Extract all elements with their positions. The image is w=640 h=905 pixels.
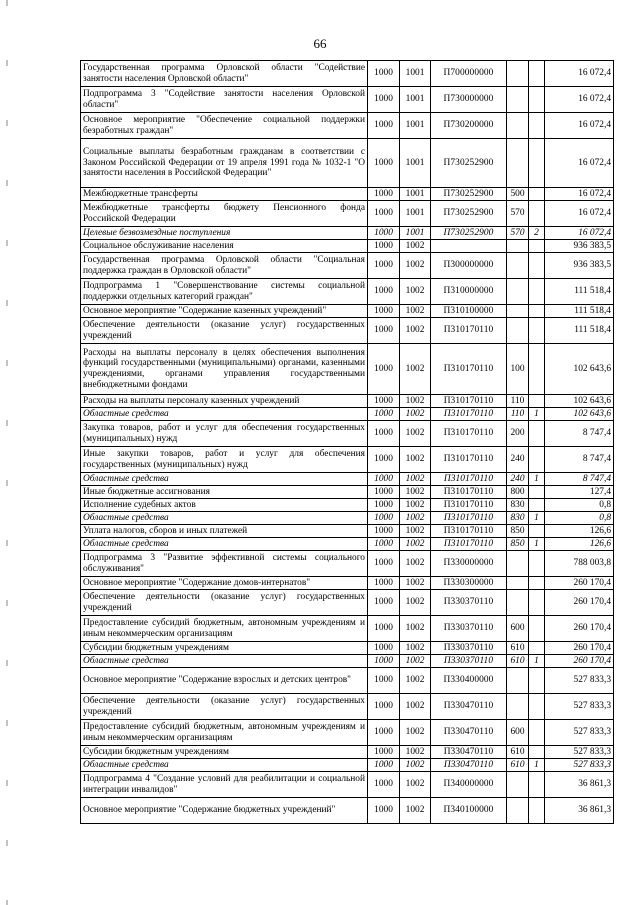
section-code: 1002 [400, 344, 431, 395]
item-name: Субсидии бюджетным учреждениям [81, 642, 368, 655]
expense-type-code [507, 798, 529, 824]
table-row [81, 798, 614, 824]
item-name: Основное мероприятие "Содержание домов-интернатов" [81, 577, 368, 590]
expense-type-code: 800 [507, 486, 529, 499]
source-code [529, 113, 545, 139]
ved-code: 1000 [368, 694, 400, 720]
table-row [81, 318, 614, 344]
budget-table-body [81, 61, 614, 824]
expense-type-code: 610 [507, 746, 529, 759]
amount: 260 170,4 [545, 590, 614, 616]
target-article-code: П310170110 [431, 538, 507, 551]
expense-type-code: 830 [507, 499, 529, 512]
item-name: Расходы на выплаты персоналу казенных учреждений [81, 395, 368, 408]
expense-type-code [507, 551, 529, 577]
ved-code: 1000 [368, 642, 400, 655]
item-name: Областные средства [81, 473, 368, 486]
expense-type-code: 600 [507, 720, 529, 746]
table-row [81, 694, 614, 720]
amount: 102 643,6 [545, 408, 614, 421]
table-row [81, 499, 614, 512]
scan-edge-mark [6, 0, 8, 905]
item-name: Социальные выплаты безработным гражданам в соответствии с Законом Российской Федерации от 19 апреля 1991 года № 1032-1 "О занятости населения в Российской Федерации" [81, 139, 368, 188]
section-code: 1002 [400, 642, 431, 655]
source-code [529, 642, 545, 655]
expense-type-code [507, 240, 529, 253]
target-article-code: П310170110 [431, 499, 507, 512]
target-article-code: П330300000 [431, 577, 507, 590]
item-name: Исполнение судебных актов [81, 499, 368, 512]
table-row [81, 344, 614, 395]
target-article-code: П730252900 [431, 188, 507, 201]
section-code: 1002 [400, 486, 431, 499]
item-name: Обеспечение деятельности (оказание услуг) государственных учреждений [81, 694, 368, 720]
section-code: 1002 [400, 668, 431, 694]
table-row [81, 305, 614, 318]
source-code [529, 240, 545, 253]
amount: 126,6 [545, 525, 614, 538]
table-row [81, 240, 614, 253]
target-article-code: П310170110 [431, 344, 507, 395]
section-code: 1001 [400, 113, 431, 139]
source-code [529, 344, 545, 395]
amount: 36 861,3 [545, 772, 614, 798]
amount: 127,4 [545, 486, 614, 499]
table-row [81, 746, 614, 759]
section-code: 1002 [400, 305, 431, 318]
source-code [529, 447, 545, 473]
section-code: 1002 [400, 525, 431, 538]
expense-type-code [507, 279, 529, 305]
expense-type-code [507, 577, 529, 590]
ved-code: 1000 [368, 577, 400, 590]
table-row [81, 395, 614, 408]
source-code [529, 395, 545, 408]
target-article-code: П340100000 [431, 798, 507, 824]
target-article-code: П730252900 [431, 139, 507, 188]
target-article-code: П730000000 [431, 87, 507, 113]
amount: 527 833,3 [545, 668, 614, 694]
table-row [81, 590, 614, 616]
section-code: 1002 [400, 759, 431, 772]
section-code: 1002 [400, 720, 431, 746]
source-code [529, 499, 545, 512]
expense-type-code: 240 [507, 473, 529, 486]
ved-code: 1000 [368, 655, 400, 668]
ved-code: 1000 [368, 139, 400, 188]
item-name: Межбюджетные трансферты [81, 188, 368, 201]
section-code: 1002 [400, 512, 431, 525]
table-row [81, 538, 614, 551]
table-row [81, 188, 614, 201]
expense-type-code: 850 [507, 525, 529, 538]
expense-type-code [507, 668, 529, 694]
ved-code: 1000 [368, 395, 400, 408]
section-code: 1002 [400, 655, 431, 668]
expense-type-code [507, 253, 529, 279]
section-code: 1002 [400, 240, 431, 253]
target-article-code: П310170110 [431, 512, 507, 525]
amount: 527 833,3 [545, 759, 614, 772]
target-article-code: П310170110 [431, 473, 507, 486]
ved-code: 1000 [368, 61, 400, 87]
section-code: 1002 [400, 772, 431, 798]
target-article-code: П330370110 [431, 616, 507, 642]
ved-code: 1000 [368, 240, 400, 253]
ved-code: 1000 [368, 746, 400, 759]
amount: 102 643,6 [545, 344, 614, 395]
table-row [81, 642, 614, 655]
target-article-code: П730252900 [431, 201, 507, 227]
target-article-code: П330370110 [431, 642, 507, 655]
target-article-code: П310170110 [431, 318, 507, 344]
ved-code: 1000 [368, 408, 400, 421]
expense-type-code: 610 [507, 759, 529, 772]
expense-type-code: 850 [507, 538, 529, 551]
ved-code: 1000 [368, 421, 400, 447]
amount: 260 170,4 [545, 616, 614, 642]
item-name: Обеспечение деятельности (оказание услуг) государственных учреждений [81, 590, 368, 616]
ved-code: 1000 [368, 486, 400, 499]
table-row [81, 61, 614, 87]
section-code: 1002 [400, 538, 431, 551]
source-code [529, 551, 545, 577]
ved-code: 1000 [368, 87, 400, 113]
table-row [81, 421, 614, 447]
item-name: Подпрограмма 1 "Совершенствование системы социальной поддержки отдельных категорий граждан" [81, 279, 368, 305]
target-article-code: П330470110 [431, 694, 507, 720]
item-name: Расходы на выплаты персоналу в целях обеспечения выполнения функций государственными (муниципальными) органами, казенными учреждениями, органами управления государственными внебюджетными фондами [81, 344, 368, 395]
expense-type-code [507, 305, 529, 318]
table-row [81, 525, 614, 538]
source-code [529, 720, 545, 746]
item-name: Основное мероприятие "Содержание бюджетных учреждений" [81, 798, 368, 824]
source-code: 1 [529, 408, 545, 421]
ved-code: 1000 [368, 616, 400, 642]
target-article-code: П330370110 [431, 590, 507, 616]
target-article-code: П330400000 [431, 668, 507, 694]
amount: 260 170,4 [545, 655, 614, 668]
table-row [81, 551, 614, 577]
expense-type-code: 200 [507, 421, 529, 447]
ved-code: 1000 [368, 344, 400, 395]
item-name: Областные средства [81, 655, 368, 668]
source-code [529, 525, 545, 538]
section-code: 1002 [400, 798, 431, 824]
item-name: Областные средства [81, 538, 368, 551]
source-code [529, 201, 545, 227]
amount: 936 383,5 [545, 253, 614, 279]
ved-code: 1000 [368, 113, 400, 139]
section-code: 1002 [400, 499, 431, 512]
target-article-code: П310170110 [431, 395, 507, 408]
target-article-code: П310100000 [431, 305, 507, 318]
section-code: 1002 [400, 447, 431, 473]
expense-type-code: 100 [507, 344, 529, 395]
source-code [529, 253, 545, 279]
ved-code: 1000 [368, 318, 400, 344]
target-article-code [431, 240, 507, 253]
ved-code: 1000 [368, 447, 400, 473]
section-code: 1002 [400, 551, 431, 577]
ved-code: 1000 [368, 551, 400, 577]
expense-type-code: 570 [507, 201, 529, 227]
ved-code: 1000 [368, 188, 400, 201]
ved-code: 1000 [368, 279, 400, 305]
item-name: Иные бюджетные ассигнования [81, 486, 368, 499]
table-row [81, 720, 614, 746]
amount: 111 518,4 [545, 305, 614, 318]
table-row [81, 616, 614, 642]
section-code: 1002 [400, 694, 431, 720]
section-code: 1001 [400, 188, 431, 201]
item-name: Подпрограмма 3 "Содействие занятости населения Орловской области" [81, 87, 368, 113]
item-name: Предоставление субсидий бюджетным, автономным учреждениям и иным некоммерческим организациям [81, 720, 368, 746]
item-name: Основное мероприятие "Обеспечение социальной поддержки безработных граждан" [81, 113, 368, 139]
expense-type-code: 500 [507, 188, 529, 201]
table-row [81, 447, 614, 473]
source-code [529, 772, 545, 798]
ved-code: 1000 [368, 525, 400, 538]
ved-code: 1000 [368, 772, 400, 798]
table-row [81, 227, 614, 240]
item-name: Государственная программа Орловской области "Социальная поддержка граждан в Орловской области" [81, 253, 368, 279]
source-code [529, 746, 545, 759]
table-row [81, 408, 614, 421]
source-code [529, 305, 545, 318]
target-article-code: П730200000 [431, 113, 507, 139]
item-name: Основное мероприятие "Содержание казенных учреждений" [81, 305, 368, 318]
table-row [81, 772, 614, 798]
expense-type-code [507, 694, 529, 720]
source-code [529, 694, 545, 720]
amount: 16 072,4 [545, 227, 614, 240]
item-name: Областные средства [81, 759, 368, 772]
table-row [81, 253, 614, 279]
item-name: Субсидии бюджетным учреждениям [81, 746, 368, 759]
expense-type-code: 110 [507, 395, 529, 408]
section-code: 1001 [400, 201, 431, 227]
expense-type-code [507, 113, 529, 139]
section-code: 1002 [400, 408, 431, 421]
table-row [81, 577, 614, 590]
item-name: Подпрограмма 4 "Создание условий для реабилитации и социальной интеграции инвалидов" [81, 772, 368, 798]
table-row [81, 87, 614, 113]
item-name: Иные закупки товаров, работ и услуг для обеспечения государственных (муниципальных) нужд [81, 447, 368, 473]
section-code: 1002 [400, 590, 431, 616]
amount: 111 518,4 [545, 279, 614, 305]
ved-code: 1000 [368, 798, 400, 824]
amount: 0,8 [545, 499, 614, 512]
target-article-code: П310170110 [431, 525, 507, 538]
amount: 16 072,4 [545, 87, 614, 113]
source-code [529, 61, 545, 87]
source-code [529, 421, 545, 447]
item-name: Межбюджетные трансферты бюджету Пенсионного фонда Российской Федерации [81, 201, 368, 227]
expense-type-code [507, 139, 529, 188]
amount: 260 170,4 [545, 577, 614, 590]
ved-code: 1000 [368, 590, 400, 616]
item-name: Обеспечение деятельности (оказание услуг) государственных учреждений [81, 318, 368, 344]
item-name: Уплата налогов, сборов и иных платежей [81, 525, 368, 538]
expense-type-code: 570 [507, 227, 529, 240]
target-article-code: П730252900 [431, 227, 507, 240]
section-code: 1001 [400, 227, 431, 240]
source-code: 1 [529, 655, 545, 668]
target-article-code: П330470110 [431, 746, 507, 759]
amount: 16 072,4 [545, 61, 614, 87]
ved-code: 1000 [368, 227, 400, 240]
source-code: 1 [529, 538, 545, 551]
expense-type-code [507, 87, 529, 113]
item-name: Предоставление субсидий бюджетным, автономным учреждениям и иным некоммерческим организациям [81, 616, 368, 642]
item-name: Закупка товаров, работ и услуг для обеспечения государственных (муниципальных) нужд [81, 421, 368, 447]
target-article-code: П330470110 [431, 720, 507, 746]
table-row [81, 486, 614, 499]
target-article-code: П330470110 [431, 759, 507, 772]
source-code [529, 590, 545, 616]
page-number: 66 [313, 36, 327, 51]
section-code: 1002 [400, 279, 431, 305]
amount: 260 170,4 [545, 642, 614, 655]
section-code: 1001 [400, 87, 431, 113]
section-code: 1002 [400, 616, 431, 642]
amount: 16 072,4 [545, 201, 614, 227]
target-article-code: П700000000 [431, 61, 507, 87]
amount: 788 003,8 [545, 551, 614, 577]
amount: 527 833,3 [545, 720, 614, 746]
amount: 16 072,4 [545, 113, 614, 139]
ved-code: 1000 [368, 473, 400, 486]
amount: 111 518,4 [545, 318, 614, 344]
section-code: 1002 [400, 746, 431, 759]
amount: 936 383,5 [545, 240, 614, 253]
target-article-code: П310170110 [431, 447, 507, 473]
item-name: Подпрограмма 3 "Развитие эффективной системы социального обслуживания" [81, 551, 368, 577]
source-code [529, 318, 545, 344]
table-row [81, 473, 614, 486]
table-row [81, 512, 614, 525]
amount: 16 072,4 [545, 188, 614, 201]
section-code: 1001 [400, 61, 431, 87]
expense-type-code [507, 318, 529, 344]
target-article-code: П330370110 [431, 655, 507, 668]
item-name: Целевые безвозмездные поступления [81, 227, 368, 240]
ved-code: 1000 [368, 720, 400, 746]
source-code: 1 [529, 512, 545, 525]
ved-code: 1000 [368, 253, 400, 279]
ved-code: 1000 [368, 512, 400, 525]
table-row [81, 139, 614, 188]
amount: 8 747,4 [545, 447, 614, 473]
target-article-code: П330000000 [431, 551, 507, 577]
expense-type-code [507, 590, 529, 616]
expense-type-code: 240 [507, 447, 529, 473]
amount: 0,8 [545, 512, 614, 525]
table-row [81, 201, 614, 227]
ved-code: 1000 [368, 201, 400, 227]
item-name: Областные средства [81, 512, 368, 525]
item-name: Государственная программа Орловской области "Содействие занятости населения Орловской области" [81, 61, 368, 87]
source-code: 1 [529, 759, 545, 772]
amount: 8 747,4 [545, 421, 614, 447]
amount: 16 072,4 [545, 139, 614, 188]
expense-type-code: 830 [507, 512, 529, 525]
amount: 102 643,6 [545, 395, 614, 408]
ved-code: 1000 [368, 759, 400, 772]
item-name: Социальное обслуживание населения [81, 240, 368, 253]
target-article-code: П310170110 [431, 421, 507, 447]
expense-type-code: 610 [507, 655, 529, 668]
table-row [81, 655, 614, 668]
source-code [529, 616, 545, 642]
table-row [81, 113, 614, 139]
expense-type-code [507, 61, 529, 87]
source-code [529, 87, 545, 113]
section-code: 1002 [400, 421, 431, 447]
expense-type-code [507, 772, 529, 798]
source-code [529, 139, 545, 188]
source-code: 1 [529, 473, 545, 486]
target-article-code: П310170110 [431, 408, 507, 421]
section-code: 1002 [400, 253, 431, 279]
table-row [81, 279, 614, 305]
source-code: 2 [529, 227, 545, 240]
source-code [529, 577, 545, 590]
section-code: 1002 [400, 395, 431, 408]
amount: 527 833,3 [545, 746, 614, 759]
amount: 36 861,3 [545, 798, 614, 824]
expense-type-code: 600 [507, 616, 529, 642]
source-code [529, 668, 545, 694]
amount: 126,6 [545, 538, 614, 551]
section-code: 1002 [400, 577, 431, 590]
section-code: 1002 [400, 318, 431, 344]
target-article-code: П310000000 [431, 279, 507, 305]
expense-type-code: 110 [507, 408, 529, 421]
section-code: 1002 [400, 473, 431, 486]
amount: 8 747,4 [545, 473, 614, 486]
target-article-code: П310170110 [431, 486, 507, 499]
item-name: Областные средства [81, 408, 368, 421]
ved-code: 1000 [368, 305, 400, 318]
source-code [529, 279, 545, 305]
table-row [81, 668, 614, 694]
source-code [529, 486, 545, 499]
section-code: 1001 [400, 139, 431, 188]
amount: 527 833,3 [545, 694, 614, 720]
source-code [529, 798, 545, 824]
ved-code: 1000 [368, 538, 400, 551]
budget-table [80, 60, 614, 824]
table-row [81, 759, 614, 772]
item-name: Основное мероприятие "Содержание взрослых и детских центров" [81, 668, 368, 694]
ved-code: 1000 [368, 499, 400, 512]
target-article-code: П340000000 [431, 772, 507, 798]
source-code [529, 188, 545, 201]
target-article-code: П300000000 [431, 253, 507, 279]
ved-code: 1000 [368, 668, 400, 694]
expense-type-code: 610 [507, 642, 529, 655]
